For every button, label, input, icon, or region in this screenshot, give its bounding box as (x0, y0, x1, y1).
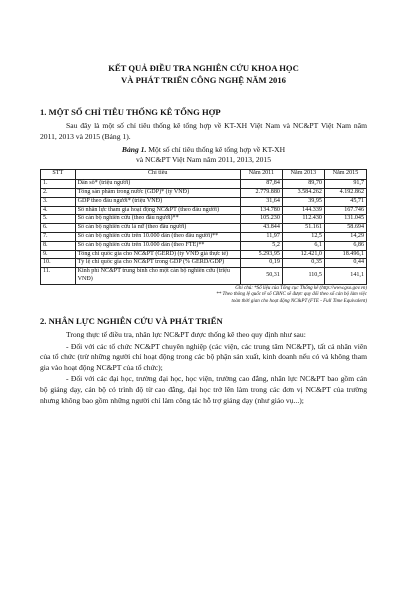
table-row (41, 206, 367, 215)
row-value-2011: 43.844 (240, 224, 282, 233)
row-stt: 6. (41, 224, 76, 233)
section2-paragraph-3: - Đối với các đại học, trường đại học, học viện, trường cao đẳng, nhân lực NC&PT bao gồm cán bộ giảng dạy, cán bộ có trình độ từ cao đẳng, đại học trở lên làm trong các đơn vị NC&PT của trường nhưng không bao gồm những người chỉ làm công tác hỗ trợ giảng dạy (như giáo vụ...); (40, 374, 367, 405)
row-stt: 1. (41, 180, 76, 189)
row-value-2013: 89,70 (282, 180, 324, 189)
row-value-2011: 31,64 (240, 197, 282, 206)
row-value-2013: 39,95 (282, 197, 324, 206)
row-indicator: Dân số* (triệu người) (75, 180, 240, 189)
row-stt: 2. (41, 188, 76, 197)
row-value-2011: 50,31 (240, 268, 282, 285)
row-value-2015: 4.192.862 (324, 188, 366, 197)
section2-paragraph-1: Trong thực tế điều tra, nhân lực NC&PT được thống kê theo quy định như sau: (66, 329, 306, 339)
row-indicator: Số cán bộ nghiên cứu (theo đầu người)** (75, 215, 240, 224)
row-value-2011: 5,2 (240, 241, 282, 250)
table-caption-line1: Một số chỉ tiêu thống kê tổng hợp về KT-XH (146, 145, 286, 155)
note-2: ** Theo thông lệ quốc tế số CBNC sẽ được quy đổi theo số cán bộ làm việc (216, 292, 367, 298)
row-indicator: Số cán bộ nghiên cứu trên 10.000 dân (theo đầu người)** (75, 232, 240, 241)
header-2013: Năm 2013 (282, 170, 324, 180)
row-stt: 4. (41, 206, 76, 215)
row-stt: 8. (41, 241, 76, 250)
table-caption-label: Bảng 1. (121, 145, 147, 155)
table-row (41, 180, 367, 189)
row-value-2015: 167.746 (324, 206, 366, 215)
row-value-2015: 141,1 (324, 268, 366, 285)
row-indicator: Tỷ lệ chi quốc gia cho NC&PT trong GDP (% GERD/GDP) (75, 259, 240, 268)
table-row (41, 268, 367, 285)
section1-heading: 1. MỘT SỐ CHỈ TIÊU THỐNG KÊ TỔNG HỢP (40, 107, 221, 117)
row-value-2011: 2.779.880 (240, 188, 282, 197)
row-indicator: Tổng sản phẩm trong nước (GDP)* (tỷ VNĐ) (75, 188, 240, 197)
section2-paragraph-2: - Đối với các tổ chức NC&PT chuyên nghiệp (các viện, các trung tâm NC&PT), tất cả nhân viên của tổ chức (trừ những người chỉ hoạt động trong các bộ phận sản xuất, kinh doanh nếu có và không tham gia vào hoạt động NC&PT của tổ chức); (40, 341, 367, 372)
row-value-2015: 18.496,1 (324, 250, 366, 259)
table-row (41, 259, 367, 268)
table-header-row (41, 170, 367, 180)
table-row (41, 241, 367, 250)
row-indicator: Số cán bộ nghiên cứu là nữ (theo đầu người) (75, 224, 240, 233)
statistics-table (40, 169, 367, 285)
row-value-2015: 58.694 (324, 224, 366, 233)
row-indicator: Số cán bộ nghiên cứu trên 10.000 dân (theo FTE)** (75, 241, 240, 250)
row-stt: 10. (41, 259, 76, 268)
note-1: Ghi chú: *Số liệu của Tổng cục Thống kê (http://www.gso.gov.vn) (235, 285, 367, 291)
row-stt: 11. (41, 268, 76, 285)
row-value-2013: 112.430 (282, 215, 324, 224)
row-value-2013: 51.161 (282, 224, 324, 233)
row-stt: 3. (41, 197, 76, 206)
row-value-2011: 11,97 (240, 232, 282, 241)
row-value-2013: 12.421,0 (282, 250, 324, 259)
table-body (41, 180, 367, 285)
row-stt: 5. (41, 215, 76, 224)
row-value-2013: 0,35 (282, 259, 324, 268)
row-indicator: GDP theo đầu người* (triệu VNĐ) (75, 197, 240, 206)
table-notes (40, 286, 367, 305)
header-2011: Năm 2011 (240, 170, 282, 180)
row-value-2013: 6,1 (282, 241, 324, 250)
row-value-2011: 105.230 (240, 215, 282, 224)
row-indicator: Kinh phí NC&PT trung bình cho một cán bộ nghiên cứu (triệu VNĐ) (75, 268, 240, 285)
row-value-2013: 144.339 (282, 206, 324, 215)
row-value-2011: 0,19 (240, 259, 282, 268)
header-indicator: Chỉ tiêu (75, 170, 240, 180)
row-value-2013: 110,5 (282, 268, 324, 285)
row-indicator: Tổng chi quốc gia cho NC&PT (GERD) (tỷ VNĐ giá thực tế) (75, 250, 240, 259)
row-value-2015: 131.045 (324, 215, 366, 224)
row-value-2011: 134.780 (240, 206, 282, 215)
row-stt: 7. (41, 232, 76, 241)
document-title-line2: VÀ PHÁT TRIỂN CÔNG NGHỆ NĂM 2016 (121, 75, 286, 85)
row-value-2015: 0,44 (324, 259, 366, 268)
row-value-2013: 12,5 (282, 232, 324, 241)
row-indicator: Số nhân lực tham gia hoạt động NC&PT (theo đầu người) (75, 206, 240, 215)
table-caption (40, 145, 367, 165)
row-value-2013: 3.584.262 (282, 188, 324, 197)
row-stt: 9. (41, 250, 76, 259)
row-value-2015: 45,71 (324, 197, 366, 206)
document-title-line1: KẾT QUẢ ĐIỀU TRA NGHIÊN CỨU KHOA HỌC (108, 63, 299, 73)
note-3: toàn thời gian cho hoạt động NC&PT (FTE - Full Time Equivalent) (231, 298, 367, 304)
header-2015: Năm 2015 (324, 170, 366, 180)
table-row (41, 224, 367, 233)
row-value-2011: 87,84 (240, 180, 282, 189)
row-value-2015: 91,7 (324, 180, 366, 189)
table-caption-line2: và NC&PT Việt Nam năm 2011, 2013, 2015 (135, 155, 272, 165)
row-value-2011: 5.293,95 (240, 250, 282, 259)
table-row (41, 215, 367, 224)
table-row (41, 188, 367, 197)
header-stt: STT (41, 170, 76, 180)
table-row (41, 197, 367, 206)
table-row (41, 250, 367, 259)
section2-heading: 2. NHÂN LỰC NGHIÊN CỨU VÀ PHÁT TRIỂN (40, 315, 223, 326)
row-value-2015: 14,29 (324, 232, 366, 241)
table-row (41, 232, 367, 241)
row-value-2015: 6,86 (324, 241, 366, 250)
section2 (40, 316, 367, 406)
section1-intro: Sau đây là một số chỉ tiêu thống kê tổng hợp về KT-XH Việt Nam và NC&PT Việt Nam năm 2011, 2013 và 2015 (Bảng 1). (40, 121, 367, 141)
